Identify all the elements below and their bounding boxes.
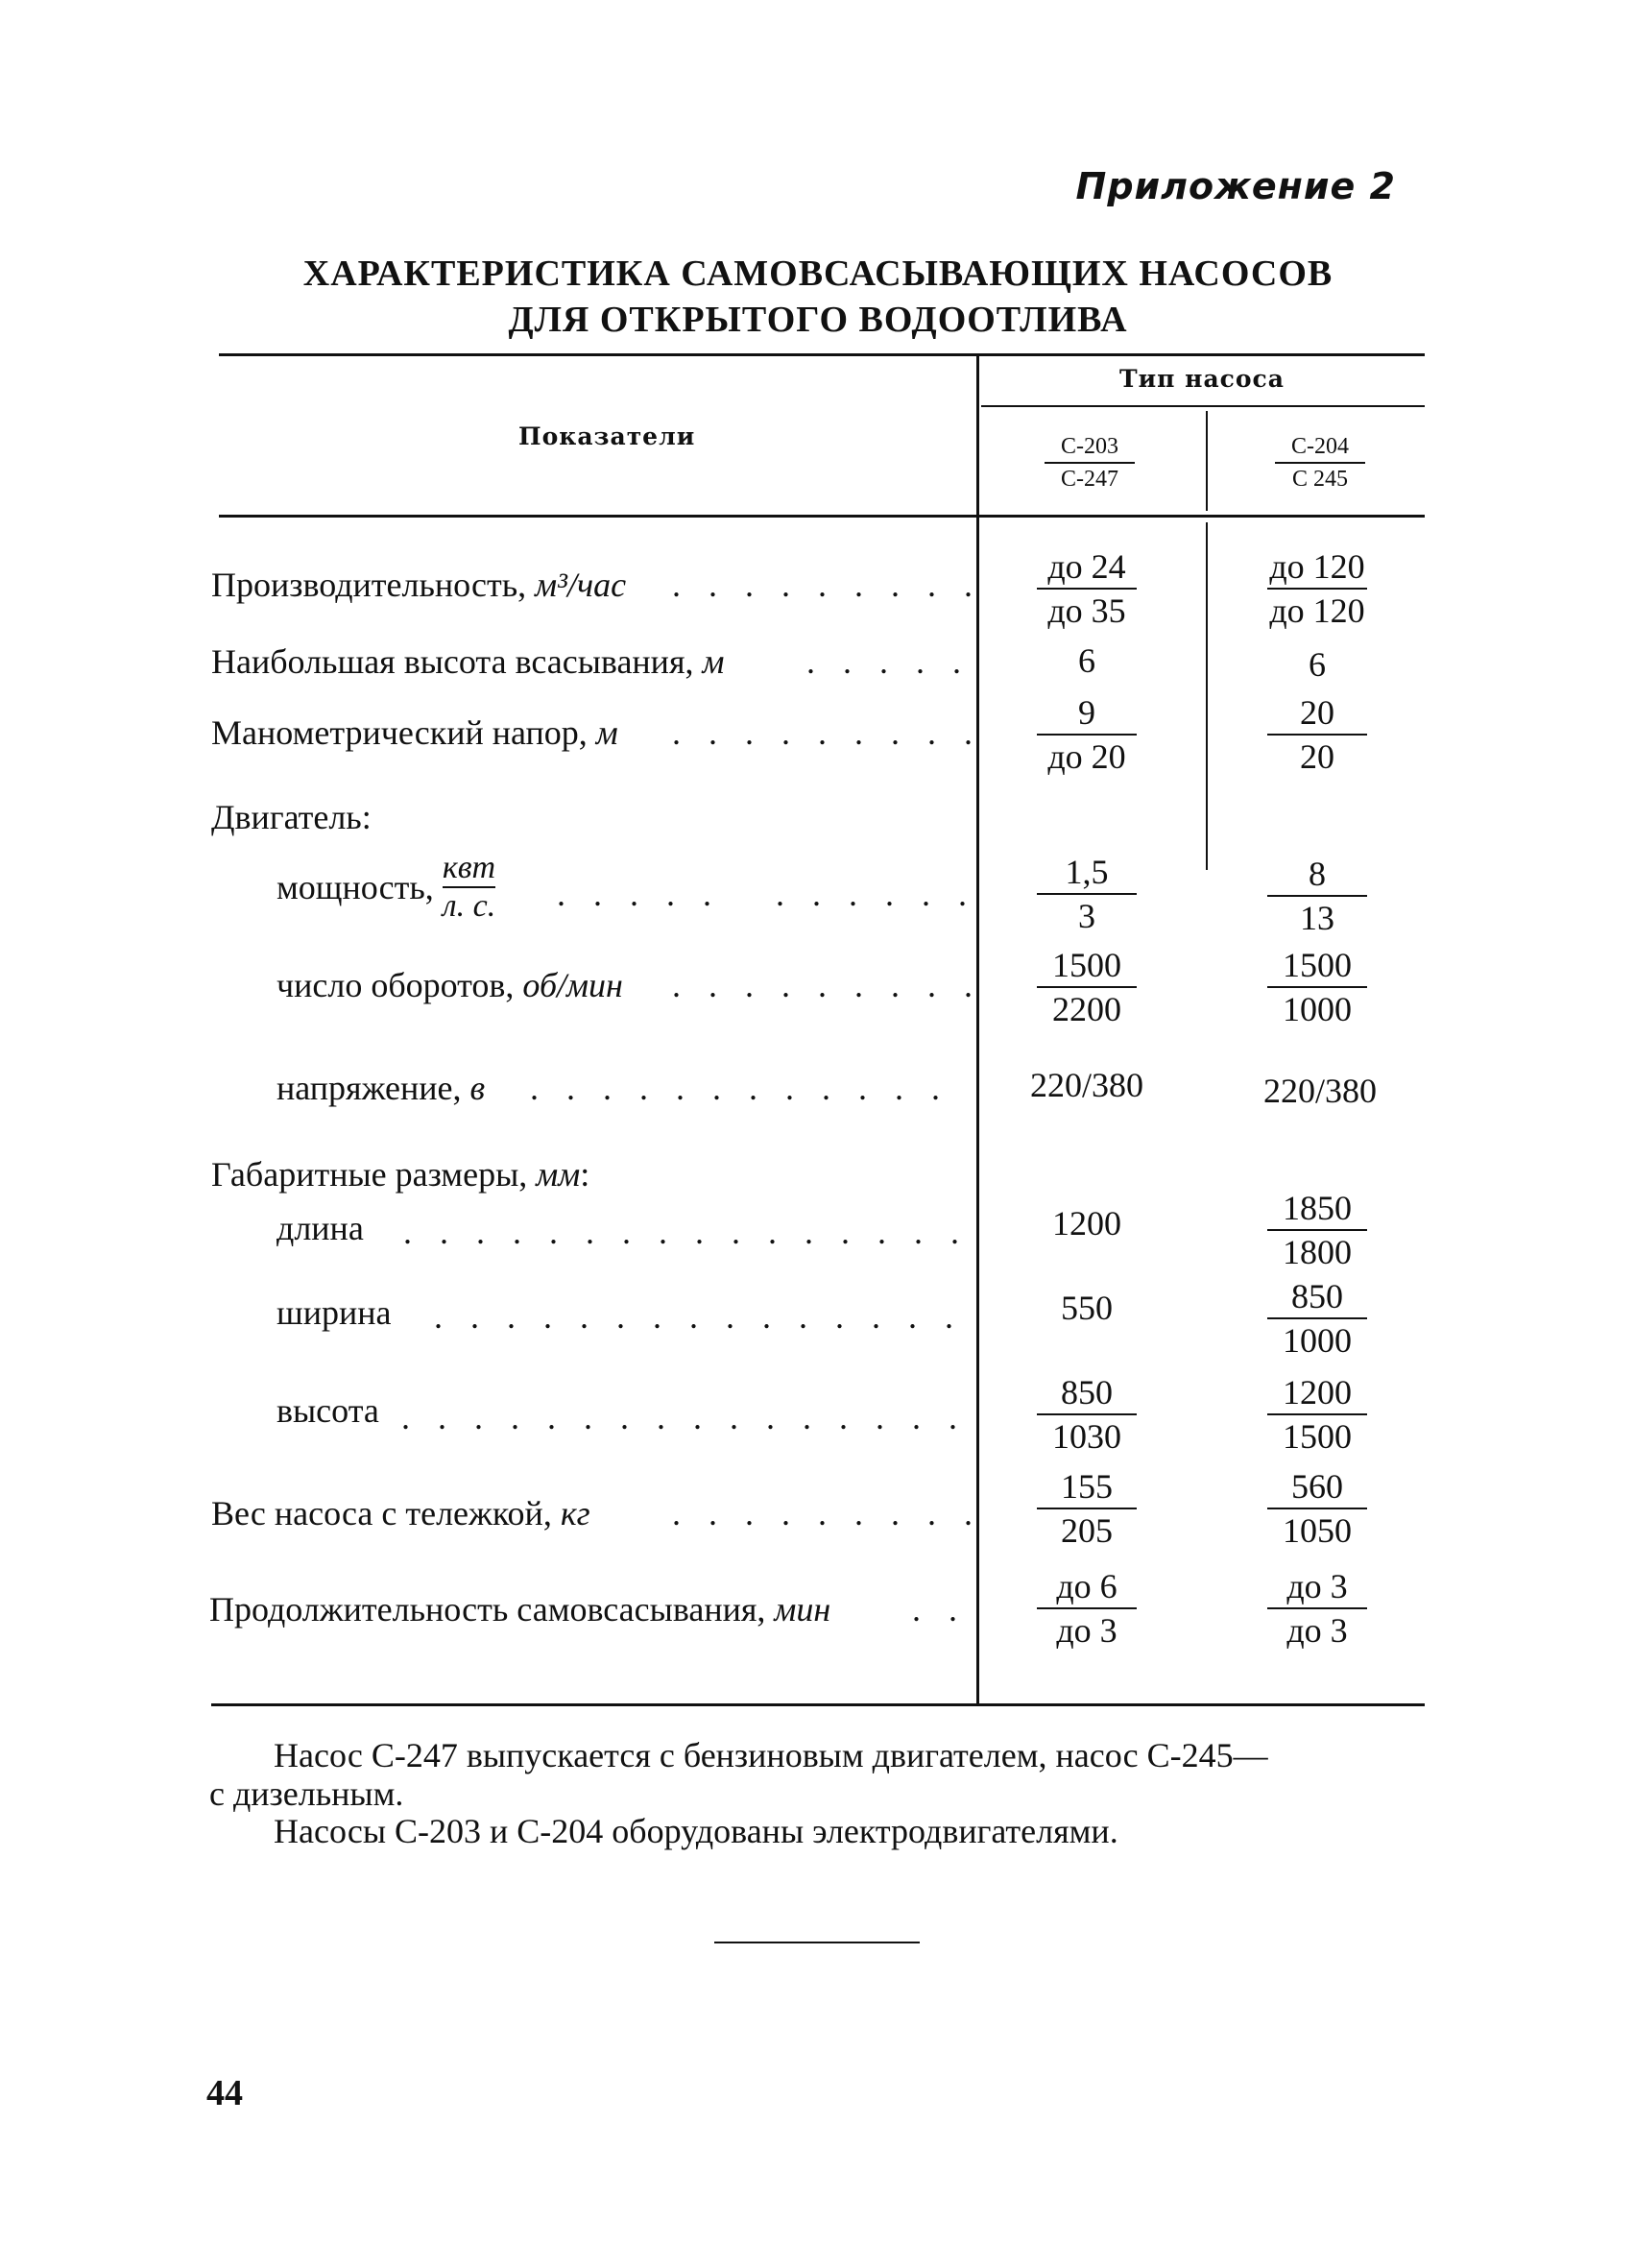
cell-rpm-c1: 1500 2200 (991, 946, 1183, 1028)
appendix-label: Приложение 2 (1075, 165, 1396, 207)
header-col1 (994, 432, 1186, 494)
row-label-power: мощность, квт л. с. (276, 850, 496, 924)
row-label-width: ширина (276, 1293, 392, 1332)
leader-dots: . . . . . . . . . . . . . . . . (403, 1213, 969, 1251)
row-label-manometric-head: Манометрический напор, м (211, 713, 618, 752)
note-line-2: с дизельным. (209, 1774, 404, 1813)
cell-productivity-c1: до 24 до 35 (991, 547, 1183, 630)
page-number: 44 (206, 2073, 243, 2113)
header-col1-top: С-203 (1061, 434, 1118, 459)
note-line-1: Насос С-247 выпускается с бензиновым двигателем, насос С-245— (274, 1736, 1268, 1774)
row-label-suction-height: Наибольшая высота всасывания, м (211, 642, 725, 681)
cell-width-c1: 550 (1061, 1289, 1113, 1327)
cell-voltage-c1: 220/380 (1029, 1066, 1143, 1104)
leader-dots: . . . . . . . . . (672, 713, 982, 752)
header-sub-rule (981, 405, 1425, 407)
title-line-1: ХАРАКТЕРИСТИКА САМОВСАСЫВАЮЩИХ НАСОСОВ (302, 253, 1334, 294)
row-label-length: длина (276, 1209, 364, 1247)
row-label-self-priming: Продолжительность самовсасывания, мин (209, 1590, 831, 1629)
row-label-engine: Двигатель: (211, 798, 372, 836)
cell-rpm-c2: 1500 1000 (1221, 946, 1413, 1028)
cell-length-c1: 1200 (1052, 1204, 1121, 1243)
header-bottom-rule (219, 515, 1425, 518)
leader-dots: . . . . . (806, 642, 971, 681)
header-col-divider (1206, 411, 1208, 511)
cell-power-c1: 1,5 3 (991, 853, 1183, 935)
cell-length-c2: 1850 1800 (1221, 1189, 1413, 1271)
leader-dots: . . (912, 1590, 967, 1629)
row-label-voltage: напряжение, в (276, 1069, 486, 1107)
table-bottom-rule (211, 1703, 1425, 1706)
header-col1-bottom: С-247 (1061, 467, 1118, 492)
row-label-productivity: Производительность, м³/час (211, 566, 627, 604)
cell-width-c2: 850 1000 (1221, 1277, 1413, 1360)
cell-productivity-c2: до 120 до 120 (1221, 547, 1413, 630)
header-col2-top: С-204 (1291, 434, 1349, 459)
header-col2 (1224, 432, 1416, 494)
cell-weight-c2: 560 1050 (1221, 1467, 1413, 1550)
table-top-rule (219, 353, 1425, 356)
row-label-dimensions: Габаритные размеры, мм: (211, 1155, 590, 1194)
leader-dots: . . . . . . . . . (672, 966, 982, 1004)
leader-dots: . . . . . . . . . (672, 566, 982, 604)
body-col-divider (1206, 522, 1208, 870)
cell-manometric-head-c2: 20 20 (1221, 693, 1413, 776)
cell-suction-height-c1: 6 (1078, 641, 1095, 680)
cell-manometric-head-c1: 9 до 20 (991, 693, 1183, 776)
leader-dots: . . . . . . . . . . . . (530, 1069, 949, 1107)
leader-dots: . . . . . . . . . . . . . . . . (401, 1398, 967, 1436)
header-col2-bottom: С 245 (1291, 467, 1348, 492)
cell-weight-c1: 155 205 (991, 1467, 1183, 1550)
cell-self-priming-c1: до 6 до 3 (991, 1567, 1183, 1650)
note-line-3: Насосы С-203 и С-204 оборудованы электродвигателями. (274, 1812, 1118, 1850)
leader-dots: . . . . . . . . . (672, 1494, 982, 1532)
cell-self-priming-c2: до 3 до 3 (1221, 1567, 1413, 1650)
cell-power-c2: 8 13 (1221, 855, 1413, 937)
row-label-height: высота (276, 1391, 379, 1430)
row-label-weight: Вес насоса с тележкой, кг (211, 1494, 590, 1532)
cell-height-c2: 1200 1500 (1221, 1373, 1413, 1456)
title-line-2: ДЛЯ ОТКРЫТОГО ВОДООТЛИВА (508, 300, 1128, 340)
row-label-rpm: число оборотов, об/мин (276, 966, 623, 1004)
cell-voltage-c2: 220/380 (1262, 1072, 1377, 1110)
leader-dots: . . . . . . . . . . . (557, 875, 976, 913)
cell-suction-height-c2: 6 (1309, 645, 1326, 684)
end-rule (714, 1942, 920, 1943)
indicators-header: Показатели (518, 422, 696, 450)
leader-dots: . . . . . . . . . . . . . . . (434, 1297, 963, 1336)
cell-height-c1: 850 1030 (991, 1373, 1183, 1456)
pump-type-header: Тип насоса (1119, 365, 1285, 393)
